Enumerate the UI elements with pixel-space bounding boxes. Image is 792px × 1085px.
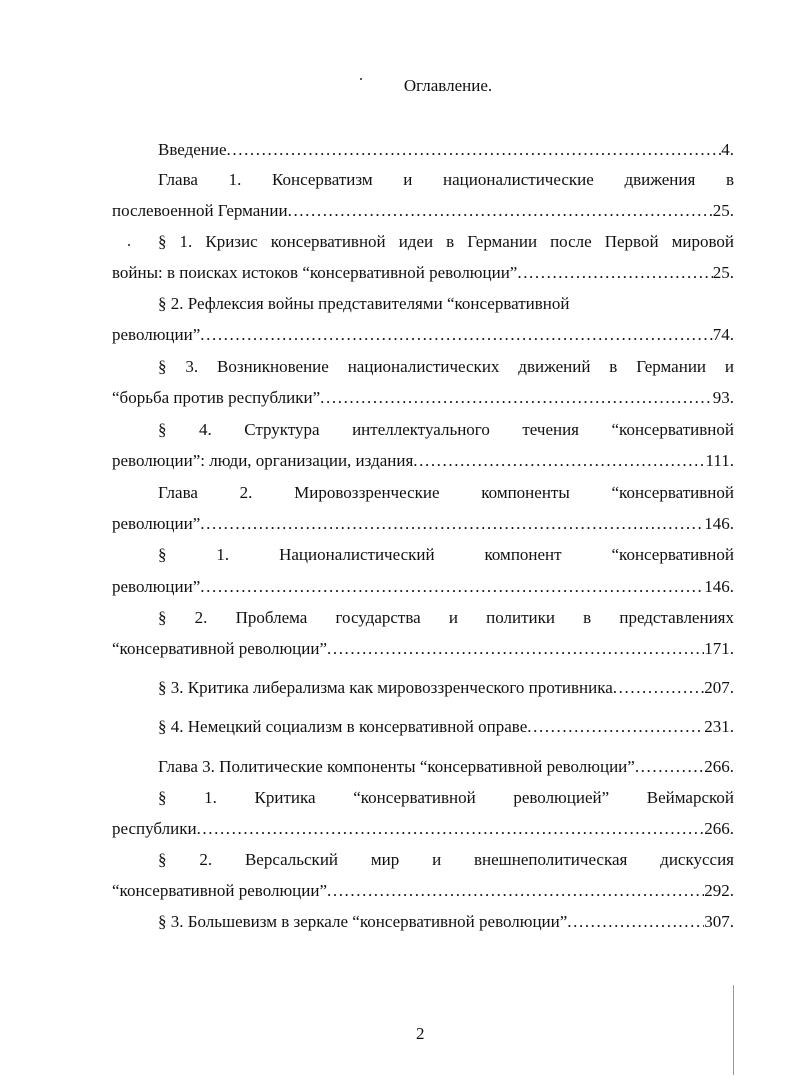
entry-page: 146.: [704, 514, 734, 533]
dot-leader: [200, 576, 704, 598]
entry-page: 111.: [705, 451, 734, 470]
dot-leader: [527, 716, 704, 738]
entry-page: 93.: [712, 388, 734, 407]
entry-page: 171.: [704, 639, 734, 658]
toc-entry-1-4: § 4. Структура интеллектуального течения “консервативной: [158, 420, 734, 439]
entry-text: революции”: [112, 514, 201, 533]
entry-text: § 3. Критика либерализма как мировоззренческого противника: [158, 678, 613, 697]
entry-page: 266.: [704, 757, 734, 776]
dot-leader: [327, 880, 704, 902]
entry-text: войны: в поисках истоков “консервативной революции”: [112, 263, 518, 282]
toc-entry-3-2: § 2. Версальский мир и внешнеполитическая дискуссия: [158, 850, 734, 869]
toc-entry-1-4-cont: [112, 450, 734, 472]
scan-speck: [360, 78, 362, 80]
entry-text: “консервативной революции”: [112, 881, 327, 900]
dot-leader: [200, 513, 704, 535]
toc-entry-1-2: § 2. Рефлексия войны представителями “консервативной: [158, 294, 570, 313]
toc-entry-2-4: [112, 716, 734, 738]
entry-text: революции”: [112, 577, 201, 596]
entry-text: революции”: люди, организации, издания: [112, 451, 414, 470]
toc-entry-chapter-1-cont: [112, 200, 734, 222]
toc-entry-2-1-cont: [112, 576, 734, 598]
entry-page: 207.: [704, 678, 734, 697]
page-number: 2: [416, 1024, 425, 1043]
dot-leader: [613, 677, 704, 699]
entry-text: “борьба против республики”: [112, 388, 321, 407]
entry-page: 146.: [704, 577, 734, 596]
toc-entry-3-2-cont: [112, 880, 734, 902]
toc-entry-1-3-cont: [112, 387, 734, 409]
dot-leader: [227, 139, 722, 161]
scan-edge-mark: [733, 985, 734, 1075]
entry-text: “консервативной революции”: [112, 639, 327, 658]
entry-page: 74.: [712, 325, 734, 344]
toc-entry-2-2: § 2. Проблема государства и политики в представлениях: [158, 608, 734, 627]
dot-leader: [567, 911, 704, 933]
entry-page: 292.: [704, 881, 734, 900]
entry-text: республики: [112, 819, 197, 838]
dot-leader: [327, 638, 704, 660]
dot-leader: [320, 387, 713, 409]
toc-entry-1-2-cont: [112, 324, 734, 346]
toc-entry-3-1: § 1. Критика “консервативной революцией” Веймарской: [158, 788, 734, 807]
entry-text: § 4. Немецкий социализм в консервативной оправе: [158, 717, 528, 736]
toc-entry-3-3: [112, 911, 734, 933]
toc-entry-1-1-cont: [112, 262, 734, 284]
toc-entry-chapter-1: Глава 1. Консерватизм и националистические движения в: [158, 170, 734, 189]
toc-entry-chapter-2: Глава 2. Мировоззренческие компоненты “консервативной: [158, 483, 734, 502]
entry-page: 231.: [704, 717, 734, 736]
toc-title: Оглавление.: [403, 76, 493, 95]
entry-text: Введение: [158, 140, 227, 159]
toc-entry-introduction: [112, 139, 734, 161]
dot-leader: [197, 818, 705, 840]
toc-entry-3-1-cont: [112, 818, 734, 840]
dot-leader: [413, 450, 705, 472]
entry-page: 307.: [704, 912, 734, 931]
toc-entry-2-1: § 1. Националистический компонент “консервативной: [158, 545, 734, 564]
entry-text: § 3. Большевизм в зеркале “консервативной революции”: [158, 912, 568, 931]
dot-leader: [517, 262, 712, 284]
dot-leader: [200, 324, 712, 346]
entry-page: 25.: [712, 201, 734, 220]
entry-text: послевоенной Германии: [112, 201, 288, 220]
entry-page: 25.: [712, 263, 734, 282]
toc-entry-2-3: [112, 677, 734, 699]
dot-leader: [288, 200, 713, 222]
toc-entry-1-3: § 3. Возникновение националистических движений в Германии и: [158, 357, 734, 376]
toc-entry-chapter-3: [112, 756, 734, 778]
entry-page: 4.: [721, 140, 734, 159]
scan-speck: [128, 244, 130, 246]
toc-entry-2-2-cont: [112, 638, 734, 660]
toc-entry-chapter-2-cont: [112, 513, 734, 535]
dot-leader: [635, 756, 704, 778]
entry-text: Глава 3. Политические компоненты “консервативной революции”: [158, 757, 635, 776]
entry-page: 266.: [704, 819, 734, 838]
toc-entry-1-1: § 1. Кризис консервативной идеи в Германии после Первой мировой: [158, 232, 734, 251]
entry-text: революции”: [112, 325, 201, 344]
